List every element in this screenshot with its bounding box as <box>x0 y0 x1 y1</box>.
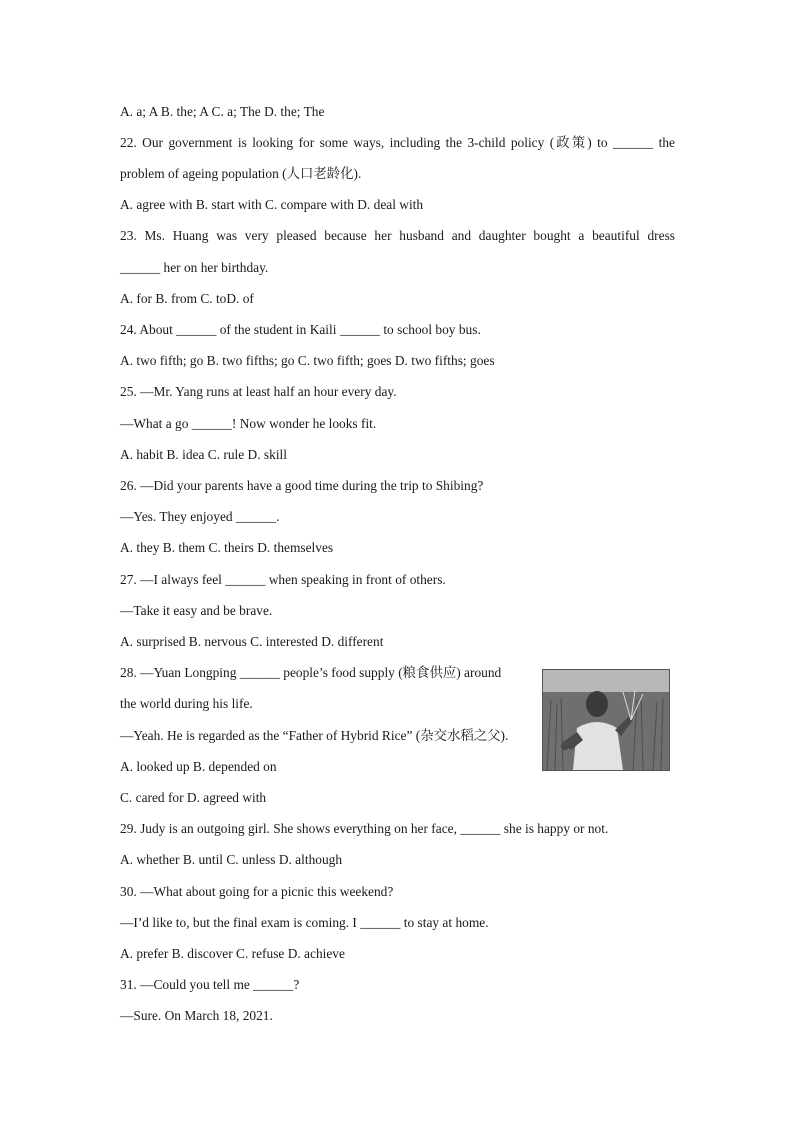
rice-field-photo-illustration <box>543 670 669 770</box>
question-28-reply: —Yeah. He is regarded as the “Father of Hybrid Rice” (杂交水稻之父). <box>120 728 509 743</box>
answer-options-28-row1: A. looked up B. depended on <box>120 759 277 774</box>
answer-options-22: A. agree with B. start with C. compare with D. deal with <box>120 197 424 212</box>
question-28-cont: the world during his life. <box>120 696 253 711</box>
question-23: 23. Ms. Huang was very pleased because her husband and daughter bought a beautiful dress <box>120 228 675 243</box>
question-25: 25. —Mr. Yang runs at least half an hour every day. <box>120 384 397 399</box>
answer-options-27: A. surprised B. nervous C. interested D. different <box>120 634 384 649</box>
question-31: 31. —Could you tell me ______? <box>120 977 300 992</box>
question-24: 24. About ______ of the student in Kaili ______ to school boy bus. <box>120 322 481 337</box>
question-22: 22. Our government is looking for some ways, including the 3-child policy (政策) to ______ the <box>120 135 675 150</box>
question-23-cont: ______ her on her birthday. <box>120 260 269 275</box>
rice-field-photo <box>542 669 670 771</box>
question-26-reply: —Yes. They enjoyed ______. <box>120 509 280 524</box>
answer-options-21: A. a; A B. the; A C. a; The D. the; The <box>120 104 325 119</box>
question-30-reply: —I’d like to, but the final exam is coming. I ______ to stay at home. <box>120 915 489 930</box>
answer-options-29: A. whether B. until C. unless D. although <box>120 852 343 867</box>
answer-options-30: A. prefer B. discover C. refuse D. achieve <box>120 946 345 961</box>
answer-options-26: A. they B. them C. theirs D. themselves <box>120 540 334 555</box>
answer-options-24: A. two fifth; go B. two fifths; go C. two fifth; goes D. two fifths; goes <box>120 353 495 368</box>
question-28: 28. —Yuan Longping ______ people’s food supply (粮食供应) around <box>120 665 502 680</box>
question-27: 27. —I always feel ______ when speaking in front of others. <box>120 572 446 587</box>
question-26: 26. —Did your parents have a good time during the trip to Shibing? <box>120 478 484 493</box>
answer-options-25: A. habit B. idea C. rule D. skill <box>120 447 287 462</box>
answer-options-28-row2: C. cared for D. agreed with <box>120 790 267 805</box>
question-29: 29. Judy is an outgoing girl. She shows everything on her face, ______ she is happy or not. <box>120 821 609 836</box>
question-25-reply: —What a go ______! Now wonder he looks fit. <box>120 416 377 431</box>
question-22-cont: problem of ageing population (人口老龄化). <box>120 166 362 181</box>
answer-options-23: A. for B. from C. toD. of <box>120 291 254 306</box>
question-27-reply: —Take it easy and be brave. <box>120 603 273 618</box>
question-31-reply: —Sure. On March 18, 2021. <box>120 1008 273 1023</box>
question-30: 30. —What about going for a picnic this weekend? <box>120 884 394 899</box>
